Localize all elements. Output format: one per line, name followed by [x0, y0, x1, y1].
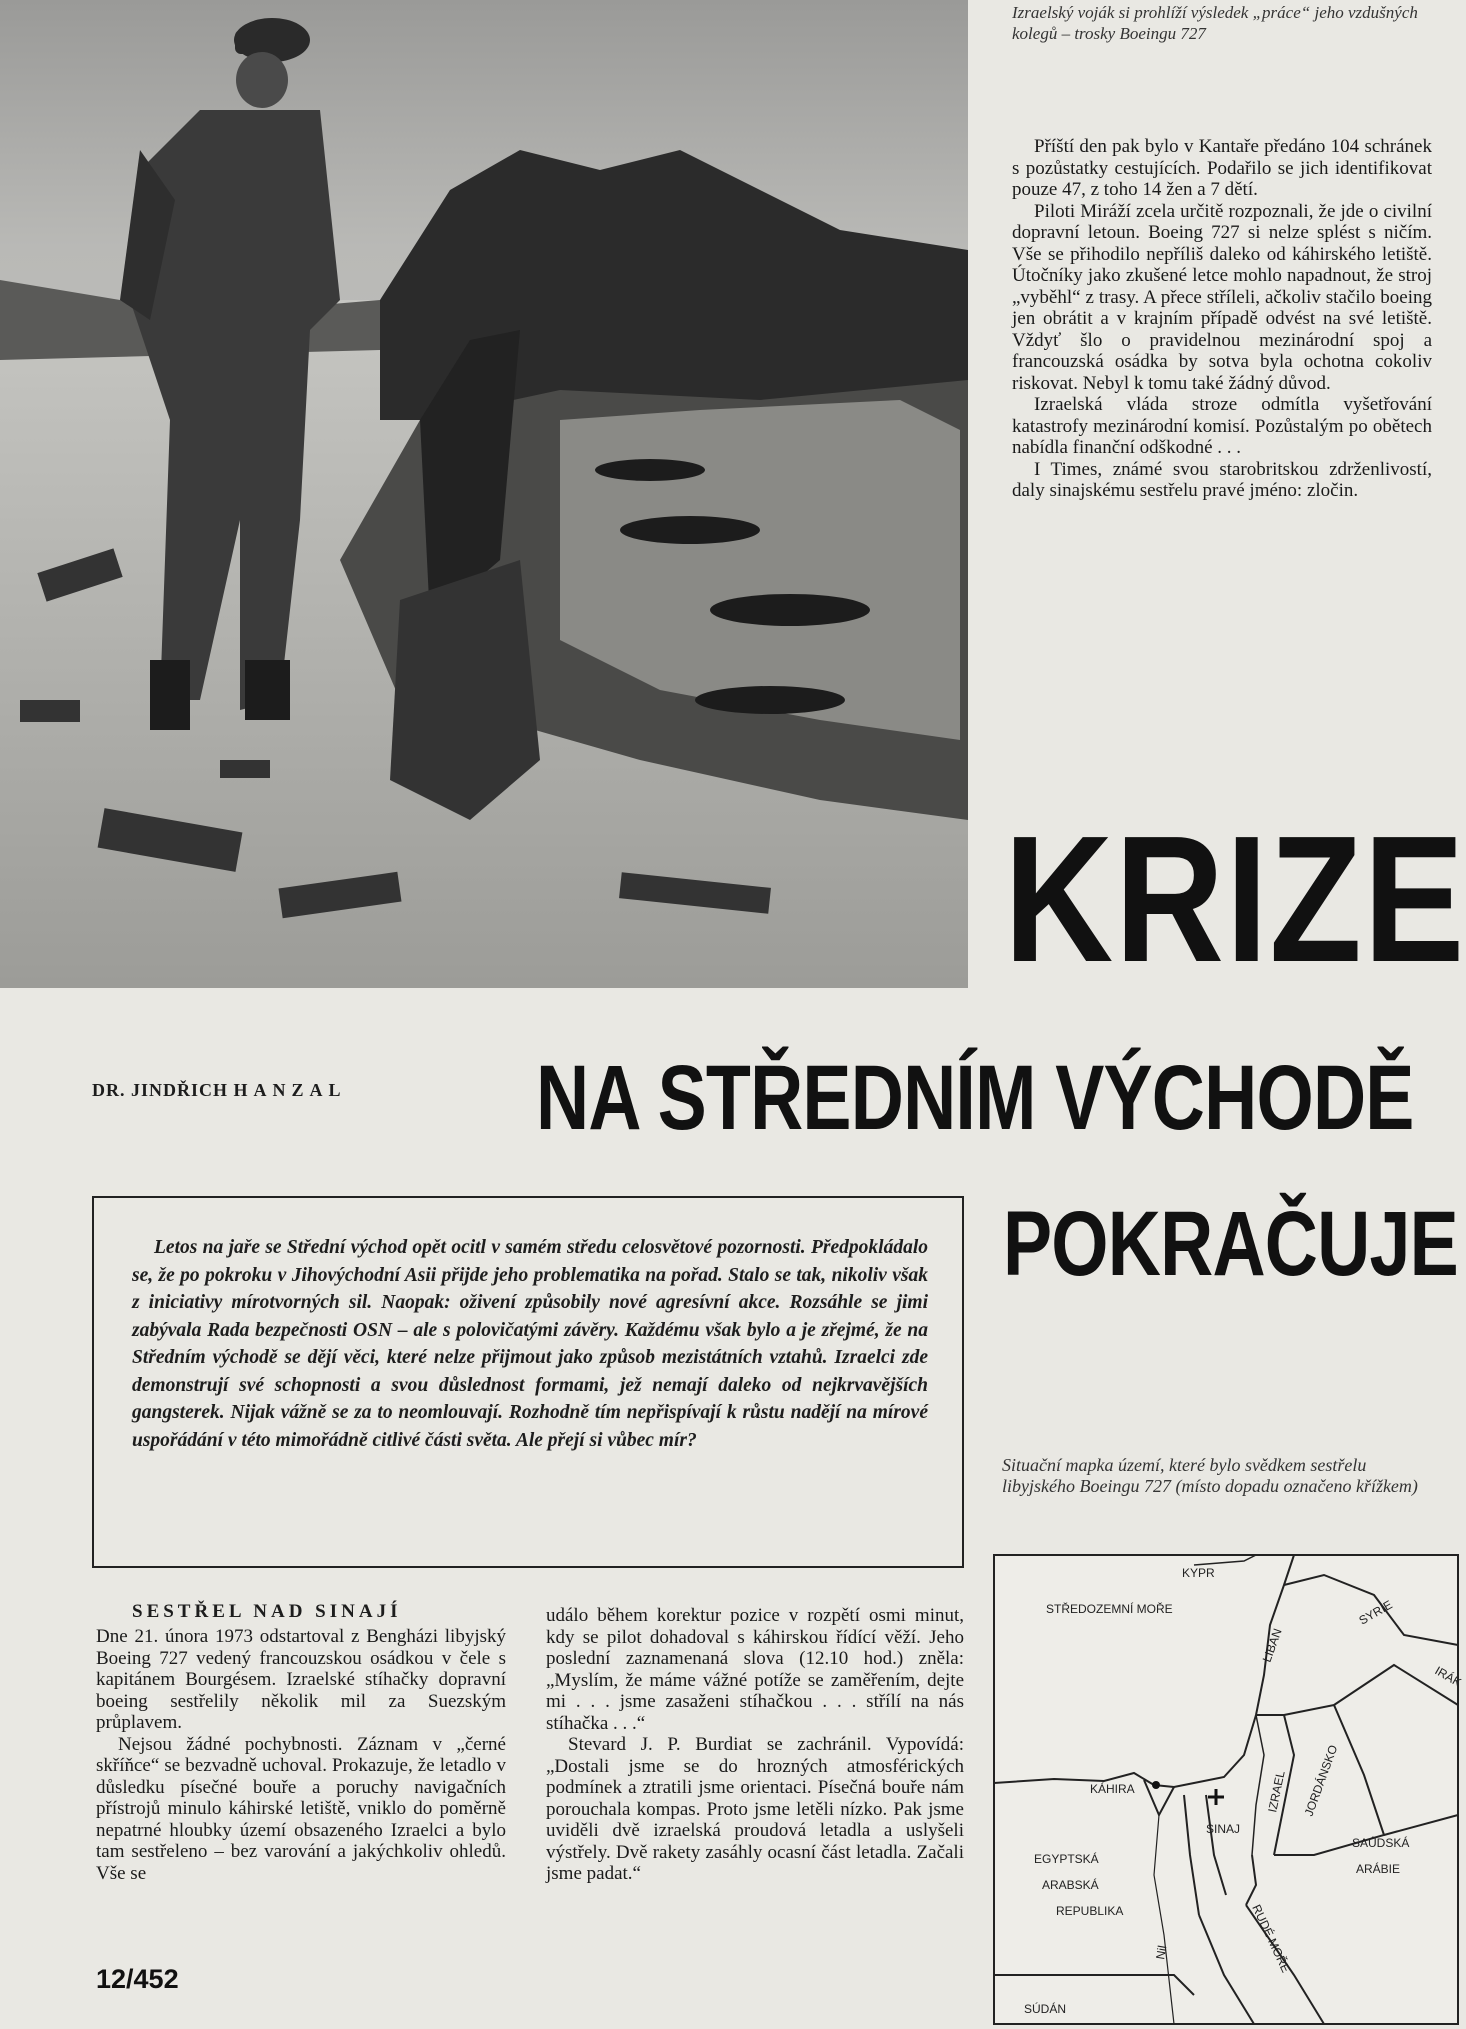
- map-label-mediterranean: STŘEDOZEMNÍ MOŘE: [1046, 1602, 1173, 1616]
- paragraph: Piloti Miráží zcela určitě rozpoznali, že jde o civilní dopravní letoun. Boeing 727 si nelze splést s ničím. Vše se přihodilo nepříliš daleko od káhirského letiště. Útočníky jako zkušené letce mohlo napadnout, že stroj „vyběhl“ z trasy. A přece stříleli, ačkoliv stačilo boeing jen obrátit a v krajním případě odvést na své letiště. Vždyť šlo o pravidelnou mezinárodní spoj a francouzská osádka by sotva byla ochotna cokoliv riskovat. Nebyl k tomu také žádný důvod.: [1012, 200, 1432, 394]
- map-label-cyprus: KYPR: [1182, 1566, 1215, 1580]
- paragraph: Izraelská vláda stroze odmítla vyšetřování katastrofy mezinárodní komisí. Pozůstalým po obětech nabídla finanční odškodné . . .: [1012, 394, 1432, 458]
- situation-map: [994, 1555, 1464, 2024]
- article-column-2: [546, 1605, 964, 1885]
- map-label-saudi-2: ARÁBIE: [1356, 1862, 1401, 1876]
- map-label-israel: IZRAEL: [1265, 1769, 1288, 1814]
- map-label-sudan: SÚDÁN: [1024, 2002, 1067, 2016]
- map-label-saudi-1: SAÚDSKÁ: [1352, 1836, 1410, 1850]
- map-label-lebanon: LIBAN: [1259, 1626, 1285, 1665]
- section-heading: SESTŘEL NAD SINAJÍ: [132, 1601, 402, 1622]
- paragraph: Dne 21. února 1973 odstartoval z Bengházi libyjský Boeing 727 vedený francouzskou osádkou v čele s kapitánem Bourgésem. Izraelské stíhačky dopravní boeing sestřelily několik mil za Suezským průplavem.: [96, 1626, 506, 1733]
- map-label-syria: SYRIE: [1356, 1597, 1395, 1628]
- map-label-egypt-3: REPUBLIKA: [1056, 1904, 1124, 1918]
- author-last-name: HANZAL: [233, 1080, 347, 1100]
- paragraph: Stevard J. P. Burdiat se zachránil. Vypovídá: „Dostali jsme se do hrozných atmosférických podmínek a ztratili jsme orientaci. Písečná bouře nám porouchala kompas. Proto jsme letěli nízko. Pak jsme uviděli dvě izraelská proudová letadla a uslyšeli výstřely. Dvě rakety zasáhly ocasní část letadla. Začali jsme padat.“: [546, 1734, 964, 1884]
- paragraph: Příští den pak bylo v Kantaře předáno 104 schránek s pozůstatky cestujících. Podařilo se jich identifikovat pouze 47, z toho 14 žen a 7 dětí.: [1012, 136, 1432, 200]
- paragraph: událo během korektur pozice v rozpětí osmi minut, kdy se pilot dohadoval s káhirskou řídící věží. Jeho poslední zaznamenaná slova (12.10 hod.) zněla: „Myslím, že máme vážné potíže se zaměřením, dejte mi . . . jsme zasaženi stíhačkou . . . střílí na nás stíhačka . . .“: [546, 1605, 964, 1734]
- right-article-column: [1012, 136, 1432, 502]
- paragraph: Nejsou žádné pochybnosti. Záznam v „černé skříňce“ se bezvadně uchoval. Prokazuje, že letadlo v důsledku písečné bouře a poruchy navigačních přístrojů minulo káhirské letiště, vniklo do poměrně nepatrné hloubky území obsazeného Izraelci a bylo tam sestřeleno – bez varování a jakýchkoliv ohledů. Vše se: [96, 1733, 506, 1884]
- map-label-egypt-1: EGYPTSKÁ: [1034, 1852, 1099, 1866]
- map-caption: Situační mapka území, které bylo svědkem sestřelu libyjského Boeingu 727 (místo dopadu označeno křížkem): [1002, 1455, 1418, 1496]
- map-label-red-sea: RUDÉ MOŘE: [1249, 1902, 1293, 1975]
- intro-text: Letos na jaře se Střední východ opět ocitl v samém středu celosvětové pozornosti. Předpokládalo se, že po pokroku v Jihovýchodní Asii přijde jeho problematika na pořad. Stalo se tak, nikoliv však z iniciativy mírotvorných sil. Naopak: oživení způsobily nové agresívní akce. Rozsáhle se jimi zabývala Rada bezpečnosti OSN – ale s polovičatými závěry. Každému však bylo a je zřejmé, že na Středním východě se dějí věci, které nelze přijmout jako způsob mezistátních vztahů. Izraelci zde demonstrují své schopnosti a svou důslednost formami, jež nemají daleko od nejkrvavějších gangsterek. Nijak vážně se za to neomlouvají. Rozhodně tím nepřispívají k růstu nadějí na mírové uspořádání v této mimořádně citlivé části světa. Ale přejí si vůbec mír?: [132, 1237, 928, 1451]
- map-label-sinai: SINAJ: [1206, 1822, 1241, 1836]
- map-label-jordan: JORDÁNSKO: [1301, 1743, 1341, 1819]
- paragraph: I Times, známé svou starobritskou zdrženlivostí, daly sinajskému sestřelu pravé jméno: zločin.: [1012, 458, 1432, 501]
- headline-line-3: POKRAČUJE: [1003, 1193, 1458, 1295]
- map-label-cairo: KÁHIRA: [1090, 1782, 1135, 1796]
- headline-line-1: KRIZE: [1004, 799, 1466, 1000]
- page-number: 12/452: [96, 1964, 179, 1994]
- map-label-egypt-2: ARABSKÁ: [1042, 1878, 1099, 1892]
- map-label-iraq: IRÁK: [1432, 1663, 1464, 1690]
- intro-box: [92, 1196, 964, 1568]
- headline-line-2: NA STŘEDNÍM VÝCHODĚ: [536, 1047, 1414, 1149]
- map-label-nile: Nil: [1153, 1944, 1170, 1961]
- photo-caption: Izraelský voják si prohlíží výsledek „práce“ jeho vzdušných kolegů – trosky Boeingu 727: [1012, 3, 1418, 43]
- author-first-name: DR. JINDŘICH: [92, 1080, 229, 1100]
- article-column-1: [96, 1626, 506, 1884]
- wreckage-photo: [0, 0, 968, 988]
- author-byline: [92, 1080, 347, 1101]
